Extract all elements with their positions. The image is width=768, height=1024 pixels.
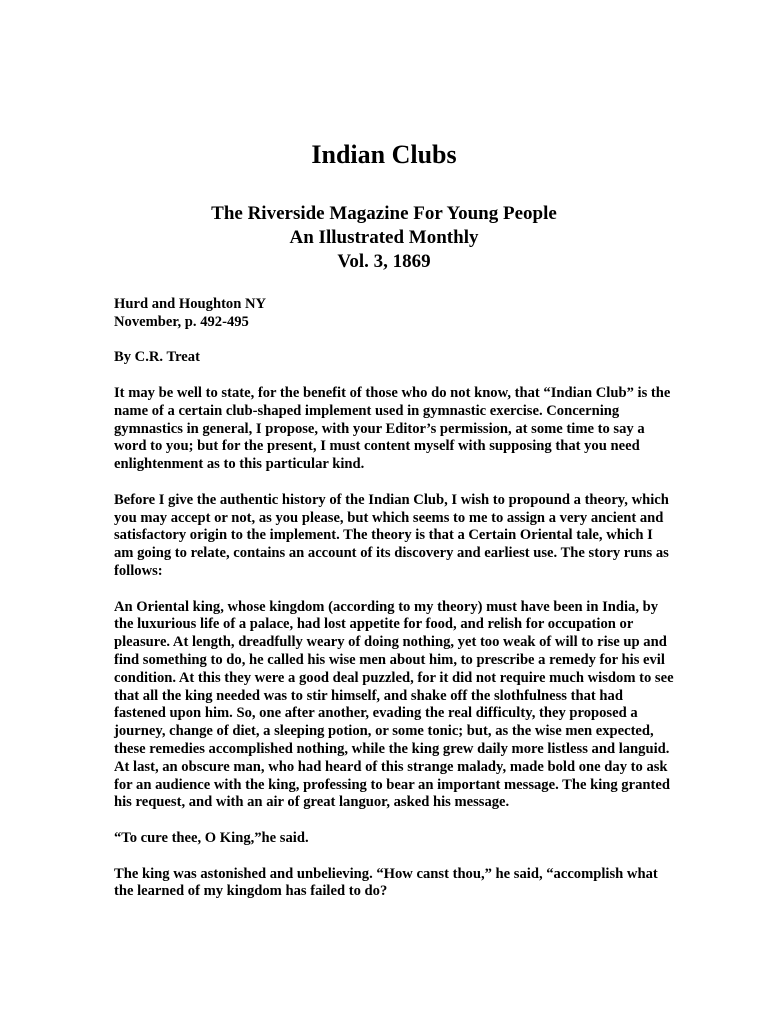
paragraph: Before I give the authentic history of the Indian Club, I wish to propound a theory, which you may accept or not, as you please, but which seems to me to assign a very ancient and satisfactory origin to the implement. The theory is that a Certain Oriental tale, which I am going to relate, contains an account of its discovery and earliest use. The story runs as follows:	[114, 491, 669, 579]
publisher-name: Hurd and Houghton NY	[114, 296, 267, 312]
paragraph: The king was astonished and unbelieving. “How canst thou,” he said, “accomplish what the learned of my kingdom has failed to do?	[114, 865, 658, 900]
subtitle-description: An Illustrated Monthly	[289, 227, 479, 248]
publication-date-pages: November, p. 492-495	[114, 313, 249, 330]
subtitle-volume: Vol. 3, 1869	[337, 251, 431, 272]
paragraph: An Oriental king, whose kingdom (according to my theory) must have been in India, by the luxurious life of a palace, had lost appetite for food, and relish for occupation or pleasure. At length, dreadfully weary of doing nothing, yet too weak of will to rise up and find something to do, he called his wise men about him, to prescribe a remedy for his evil condition. At this they were a good deal puzzled, for it did not require much wisdom to see that all the king needed was to stir himself, and shake off the slothfulness that had fastened upon him. So, one after another, evading the real difficulty, they proposed a journey, change of diet, a sleeping potion, or some tonic; but, as the wise men expected, these remedies accomplished nothing, while the king grew daily more listless and languid. At last, an obscure man, who had heard of this strange malady, made bold one day to ask for an audience with the king, professing to bear an important message. The king granted his request, and with an air of great languor, asked his message.	[114, 598, 674, 811]
paragraph: It may be well to state, for the benefit of those who do not know, that “Indian Club” is the name of a certain club-shaped implement used in gymnastic exercise. Concerning gymnastics in general, I propose, with your Editor’s permission, at some time to say a word to you; but for the present, I must content myself with supposing that you need enlightenment as to this particular kind.	[114, 384, 671, 473]
subtitle-block	[0, 202, 768, 274]
subtitle-magazine: The Riverside Magazine For Young People	[211, 203, 557, 224]
article-body	[114, 296, 674, 919]
byline: By C.R. Treat	[114, 349, 200, 366]
page-title: Indian Clubs	[311, 140, 457, 169]
publisher-info	[114, 296, 674, 332]
paragraph: “To cure thee, O King,”he said.	[114, 829, 309, 846]
